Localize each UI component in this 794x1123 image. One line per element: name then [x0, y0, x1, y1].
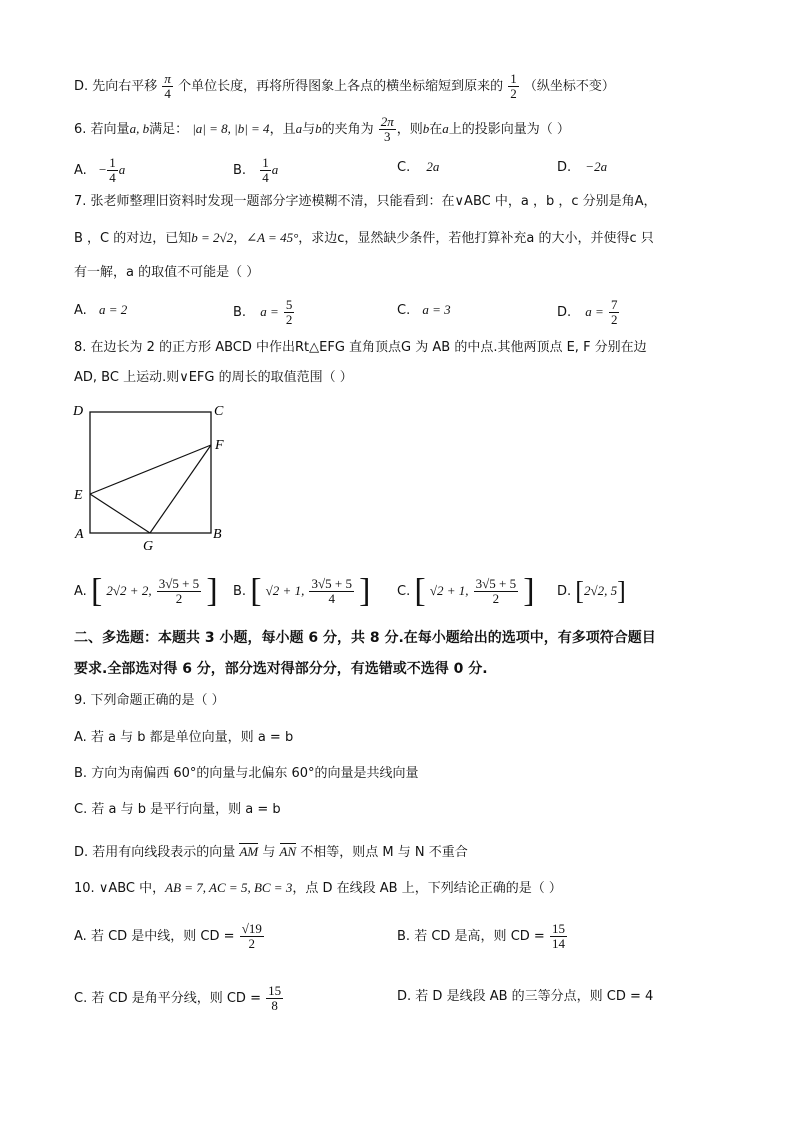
q6-text-5: ，则 — [396, 122, 423, 137]
q9-d-label: D. — [74, 845, 89, 860]
q10-option-a — [74, 922, 265, 951]
q6-option-b — [233, 156, 278, 185]
q6-angle-num: 2π — [380, 114, 394, 129]
q6-text-6: 在 — [429, 122, 443, 137]
q5-scale-fraction — [508, 72, 519, 101]
q7-b-prefix: a = — [260, 304, 279, 319]
q6-text-1: 若向量 — [90, 122, 130, 137]
q6-b-den: 4 — [262, 170, 269, 185]
q8-option-c — [397, 571, 535, 612]
q10-a-den: 2 — [248, 936, 255, 951]
q7-text-3: 有一解，a 的取值不可能是（ ） — [74, 265, 260, 280]
q7-a-label: A. — [74, 303, 87, 318]
q9-d-text-1: 若用有向线段表示的向量 — [92, 845, 236, 860]
q9-c-text: 若 a 与 b 是平行向量，则 a = b — [91, 802, 281, 817]
q10-number: 10. — [74, 881, 95, 896]
q6-option-c — [397, 158, 439, 177]
q7-c-value: a = 3 — [422, 302, 451, 317]
label-b: B — [213, 527, 222, 542]
q8-c-close-bracket: ] — [523, 572, 535, 610]
q6-option-d — [557, 158, 607, 177]
q8-a-den: 2 — [175, 591, 183, 606]
q6-a-label: A. — [74, 163, 87, 178]
q8-c-left: √2 + 1, — [429, 583, 469, 598]
q10-stem — [74, 879, 562, 898]
q8-b-label: B. — [233, 584, 247, 599]
q8-d-label: D. — [557, 584, 572, 599]
q9-option-a — [74, 729, 293, 747]
q9-option-d — [74, 843, 468, 862]
q8-a-num: 3√5 + 5 — [158, 576, 200, 591]
q8-option-b — [233, 571, 370, 612]
q6-text-3: ，且 — [269, 122, 296, 137]
q8-b-left: √2 + 1, — [265, 583, 305, 598]
q8-option-a — [74, 571, 218, 612]
label-d: D — [73, 404, 84, 419]
q7-b-den: 2 — [285, 312, 293, 327]
q10-condition: AB = 7, AC = 5, BC = 3 — [165, 880, 293, 895]
q9-b-label: B. — [74, 766, 88, 781]
q10-option-c — [74, 984, 284, 1013]
q10-option-b — [397, 922, 568, 951]
q10-d-text: 若 D 是线段 AB 的三等分点，则 CD = 4 — [415, 989, 654, 1004]
q8-text-2: AD, BC 上运动.则∨EFG 的周长的取值范围（ ） — [74, 370, 353, 385]
q10-b-num: 15 — [551, 921, 565, 936]
q6-b-label: B. — [233, 163, 247, 178]
q9-a-text: 若 a 与 b 都是单位向量，则 a = b — [90, 730, 294, 745]
segment-gf — [150, 445, 211, 533]
q10-c-label: C. — [74, 991, 88, 1006]
q8-option-d — [557, 571, 626, 612]
q7-b-label: B. — [233, 305, 247, 320]
q7-number: 7. — [74, 194, 87, 209]
q9-stem-text: 下列命题正确的是（ ） — [90, 693, 225, 708]
q8-a-label: A. — [74, 584, 87, 599]
q10-b-text: 若 CD 是高，则 CD = — [414, 929, 545, 944]
q6-a-var: a — [118, 162, 126, 177]
q9-option-c — [74, 801, 281, 819]
q6-c-label: C. — [397, 160, 411, 175]
q7-d-label: D. — [557, 305, 572, 320]
q5-scale-den: 2 — [510, 86, 517, 101]
q7-b-value: b = 2√2 — [191, 230, 234, 245]
section-2-heading-line-1: 二、多选题：本题共 3 小题，每小题 6 分，共 8 分.在每小题给出的选项中，有多项符合题目 — [74, 630, 656, 646]
label-e: E — [74, 488, 83, 503]
q6-b-var: a — [271, 162, 279, 177]
q10-a-label: A. — [74, 929, 87, 944]
section-2-heading-line-2: 要求.全部选对得 6 分，部分选对得部分分，有选错或不选得 0 分. — [74, 661, 488, 677]
q7-b-num: 5 — [285, 297, 293, 312]
q6-b-fraction — [260, 156, 271, 185]
segment-ef — [90, 445, 211, 494]
q7-separator: ， — [233, 231, 247, 246]
q10-a-fraction — [240, 922, 264, 951]
q7-option-a — [74, 301, 127, 320]
q6-vec-b: b — [315, 121, 322, 136]
q10-b-fraction — [550, 922, 567, 951]
q10-b-label: B. — [397, 929, 411, 944]
q7-d-num: 7 — [610, 297, 618, 312]
q6-and: 与 — [302, 122, 316, 137]
q6-vec-a-2: a — [442, 121, 449, 136]
q6-vars: a, b — [129, 121, 150, 136]
q9-d-text-2: 与 — [262, 845, 276, 860]
q7-d-prefix: a = — [585, 304, 604, 319]
q8-c-den: 2 — [492, 591, 500, 606]
label-c: C — [214, 404, 224, 419]
q8-c-label: C. — [397, 584, 411, 599]
q5-option-d-text-3: （纵坐标不变） — [523, 79, 615, 94]
q10-a-text: 若 CD 是中线，则 CD = — [90, 929, 235, 944]
square-abcd — [90, 412, 211, 533]
q7-text-2a: B ，C 的对边，已知 — [74, 231, 192, 246]
q6-text-2: 满足： — [149, 122, 189, 137]
q5-scale-num: 1 — [510, 71, 517, 86]
q8-a-left: 2√2 + 2, — [106, 583, 152, 598]
q8-b-close-bracket: ] — [359, 572, 371, 610]
q7-option-c — [397, 301, 451, 320]
q7-line-2 — [74, 229, 654, 248]
q7-text-2b: ，求边c，显然缺少条件，若他打算补充a 的大小，并使得c 只 — [298, 231, 654, 246]
q8-line-1 — [74, 339, 647, 357]
q7-angle: ∠A = 45° — [246, 230, 299, 245]
q7-a-value: a = 2 — [98, 302, 128, 317]
q8-b-num: 3√5 + 5 — [311, 576, 352, 591]
q10-c-fraction — [266, 984, 283, 1013]
q10-c-text: 若 CD 是角平分线，则 CD = — [91, 991, 261, 1006]
q7-c-label: C. — [397, 303, 411, 318]
q5-shift-den: 4 — [164, 86, 171, 101]
q8-b-open-bracket: [ — [250, 572, 262, 610]
q8-number: 8. — [74, 340, 87, 355]
q9-stem — [74, 692, 225, 710]
q8-c-open-bracket: [ — [414, 572, 426, 610]
q8-b-fraction — [309, 577, 353, 606]
q10-b-den: 14 — [551, 936, 565, 951]
q6-a-den: 4 — [109, 170, 116, 185]
q8-line-2 — [74, 369, 353, 387]
q8-c-num: 3√5 + 5 — [475, 576, 517, 591]
q8-d-close-bracket: ] — [617, 576, 626, 606]
q6-angle-fraction — [379, 115, 396, 144]
q9-number: 9. — [74, 693, 87, 708]
q10-c-den: 8 — [271, 998, 278, 1013]
q5-option-d-text-2: 个单位长度，再将所得图象上各点的横坐标缩短到原来的 — [178, 79, 504, 94]
q6-number: 6. — [74, 122, 87, 137]
q9-d-vector-am: AM — [239, 844, 259, 859]
q6-vec-b-2: b — [422, 121, 430, 136]
q10-c-num: 15 — [268, 983, 282, 998]
q5-shift-num: π — [164, 71, 171, 86]
segment-eg — [90, 494, 150, 533]
q7-line-1 — [74, 193, 657, 211]
q8-d-open-bracket: [ — [575, 576, 584, 606]
q9-c-label: C. — [74, 802, 88, 817]
q10-d-label: D. — [397, 989, 412, 1004]
q5-shift-fraction — [162, 72, 173, 101]
q8-text-1: 在边长为 2 的正方形 ABCD 中作出Rt△EFG 直角顶点G 为 AB 的中点.其他两顶点 E, F 分别在边 — [90, 340, 647, 355]
q8-d-value: 2√2, 5 — [583, 583, 618, 598]
q5-option-d — [74, 72, 615, 101]
q6-b-num: 1 — [262, 155, 269, 170]
q6-angle-den: 3 — [384, 129, 391, 144]
q7-text-1: 张老师整理旧资料时发现一题部分字迹模糊不清，只能看到：在∨ABC 中，a ，b ，c 分别是角A， — [90, 194, 657, 209]
q9-a-label: A. — [74, 730, 87, 745]
q9-option-b — [74, 765, 419, 783]
q7-option-d — [557, 298, 620, 327]
q7-option-b — [233, 298, 295, 327]
q6-text-7: 上的投影向量为（ ） — [448, 122, 570, 137]
q9-d-text-3: 不相等，则点 M 与 N 不重合 — [300, 845, 468, 860]
q10-stem-text-2: ，点 D 在线段 AB 上，下列结论正确的是（ ） — [292, 881, 562, 896]
q6-d-value: −2a — [585, 159, 608, 174]
q8-a-fraction — [157, 577, 201, 606]
q5-option-d-text-1: D. 先向右平移 — [74, 79, 158, 94]
q10-a-num: √19 — [241, 921, 262, 936]
q8-a-close-bracket: ] — [206, 572, 218, 610]
q6-stem — [74, 115, 570, 144]
label-a: A — [75, 527, 84, 542]
q6-vec-a: a — [295, 121, 303, 136]
q10-stem-text-1: ∨ABC 中， — [98, 881, 166, 896]
q6-d-label: D. — [557, 160, 572, 175]
q8-a-open-bracket: [ — [90, 572, 103, 610]
q7-d-fraction — [609, 298, 620, 327]
q9-d-vector-an: AN — [279, 844, 297, 859]
q8-square-figure — [70, 398, 240, 554]
q7-b-fraction — [284, 298, 295, 327]
q6-c-value: 2a — [426, 159, 440, 174]
label-g: G — [143, 539, 154, 554]
q6-option-a — [74, 156, 125, 185]
q6-a-num: 1 — [109, 155, 116, 170]
q9-b-text: 方向为南偏西 60°的向量与北偏东 60°的向量是共线向量 — [91, 766, 419, 781]
label-f: F — [215, 438, 224, 453]
q8-c-fraction — [474, 577, 518, 606]
q6-condition: |a| = 8, |b| = 4 — [192, 121, 270, 136]
q8-b-den: 4 — [328, 591, 335, 606]
q6-a-sign: − — [98, 162, 107, 177]
q7-line-3 — [74, 264, 259, 282]
q6-text-4: 的夹角为 — [321, 122, 374, 137]
q10-option-d — [397, 988, 653, 1006]
q6-a-fraction — [107, 156, 118, 185]
q7-d-den: 2 — [610, 312, 618, 327]
